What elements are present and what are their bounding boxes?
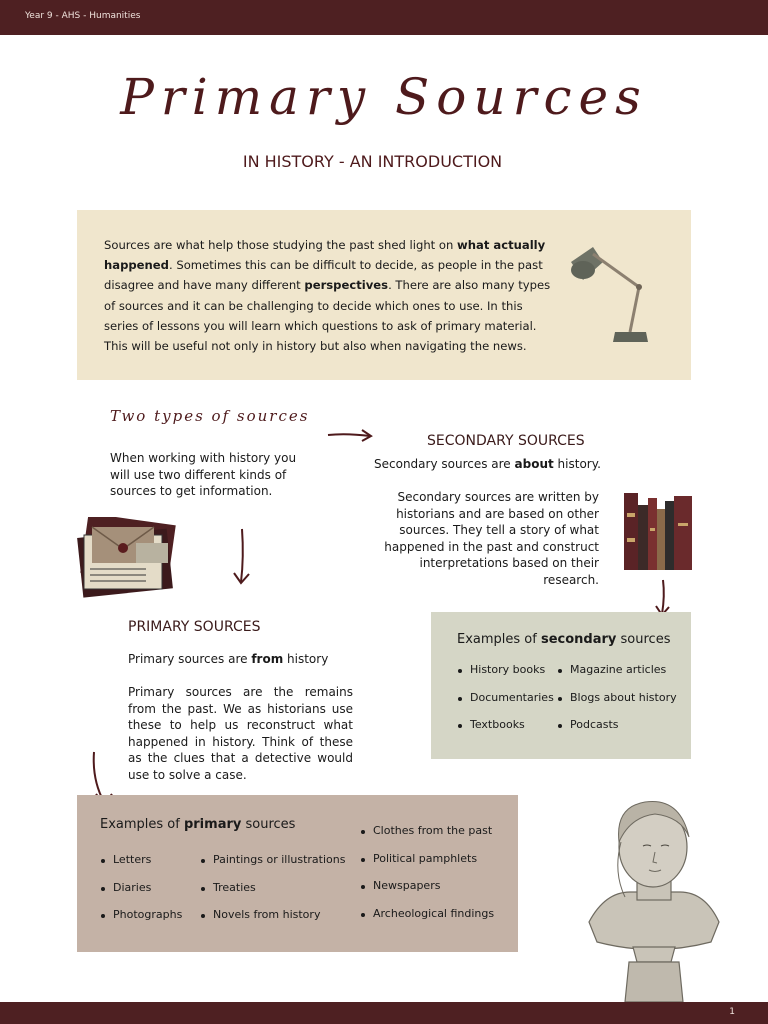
- secondary-examples-title: [457, 632, 670, 647]
- two-types-text: When working with history you will use two different kinds of sources to get information.: [110, 451, 297, 498]
- header-text: Year 9 - AHS - Humanities: [25, 11, 141, 21]
- primary-examples-col3: [359, 824, 494, 934]
- list-item: Political pamphlets: [359, 852, 494, 880]
- prim-ex-part: Examples of: [100, 817, 184, 832]
- primary-examples-col1: [99, 853, 182, 936]
- intro-part: Sources are what help those studying the past shed light on: [104, 238, 458, 252]
- list-item: Podcasts: [556, 718, 677, 746]
- primary-def-bold: from: [251, 652, 284, 666]
- sec-ex-part: Examples of: [457, 632, 541, 647]
- intro-part: . There are also many types of sources and it can be challenging to decide which ones to use. In this series of lessons you will learn which questions to ask of primary material. This will be useful not only in history but also when navigating the news.: [104, 278, 551, 354]
- sec-ex-part: sources: [616, 632, 671, 647]
- list-item: Photographs: [99, 908, 182, 936]
- secondary-examples-col2: [556, 663, 677, 746]
- secondary-def-part: Secondary sources are: [374, 457, 515, 471]
- primary-title: PRIMARY SOURCES: [128, 619, 261, 635]
- list-item: Textbooks: [456, 718, 554, 746]
- two-types-heading: Two types of sources: [110, 407, 310, 425]
- list-item: Treaties: [199, 881, 345, 909]
- primary-def-part: Primary sources are: [128, 652, 252, 666]
- list-item: Clothes from the past: [359, 824, 494, 852]
- secondary-examples-col1: [456, 663, 554, 746]
- primary-examples-col2: [199, 853, 345, 936]
- secondary-def-bold: about: [514, 457, 554, 471]
- list-item: Archeological findings: [359, 907, 494, 935]
- page-subtitle: IN HISTORY - AN INTRODUCTION: [242, 152, 503, 171]
- list-item: Documentaries: [456, 691, 554, 719]
- page-number: 1: [729, 1007, 735, 1017]
- intro-bold-perspectives: perspectives: [304, 278, 389, 293]
- intro-text: [104, 235, 554, 356]
- page-title: Primary Sources: [120, 68, 648, 126]
- desk-lamp-icon: [563, 242, 658, 347]
- intro-part: . Sometimes this can be difficult to decide, as people in the past disagree and have many different: [104, 258, 543, 293]
- books-icon: [624, 493, 692, 570]
- letters-icon: [76, 517, 178, 600]
- sec-ex-bold: secondary: [540, 632, 617, 647]
- arrow-down-icon: [230, 527, 254, 587]
- prim-ex-bold: primary: [183, 817, 242, 832]
- bust-statue-icon: [585, 792, 723, 1002]
- list-item: Blogs about history: [556, 691, 677, 719]
- secondary-definition: [374, 457, 601, 471]
- list-item: Letters: [99, 853, 182, 881]
- list-item: Magazine articles: [556, 663, 677, 691]
- prim-ex-part: sources: [241, 817, 296, 832]
- list-item: History books: [456, 663, 554, 691]
- list-item: Diaries: [99, 881, 182, 909]
- list-item: Novels from history: [199, 908, 345, 936]
- secondary-description: Secondary sources are written by historians and are based on other sources. They tell a story of what happened in the past and construct interpretations based on their research.: [384, 490, 599, 587]
- secondary-title: SECONDARY SOURCES: [427, 433, 585, 449]
- secondary-def-part: history.: [553, 457, 601, 471]
- primary-def-part: history: [283, 652, 329, 666]
- footer-bar: [0, 1002, 768, 1024]
- list-item: Newspapers: [359, 879, 494, 907]
- intro-bold-what-happened: what actually happened: [104, 238, 546, 273]
- primary-description: Primary sources are the remains from the past. We as historians use these to help us reconstruct what happened in history. Think of these as the clues that a detective would use to solve a case.: [128, 685, 353, 782]
- list-item: Paintings or illustrations: [199, 853, 345, 881]
- primary-examples-title: [100, 817, 295, 832]
- primary-definition: [128, 652, 328, 666]
- header-bar: [0, 0, 768, 35]
- arrow-right-icon: [326, 425, 376, 445]
